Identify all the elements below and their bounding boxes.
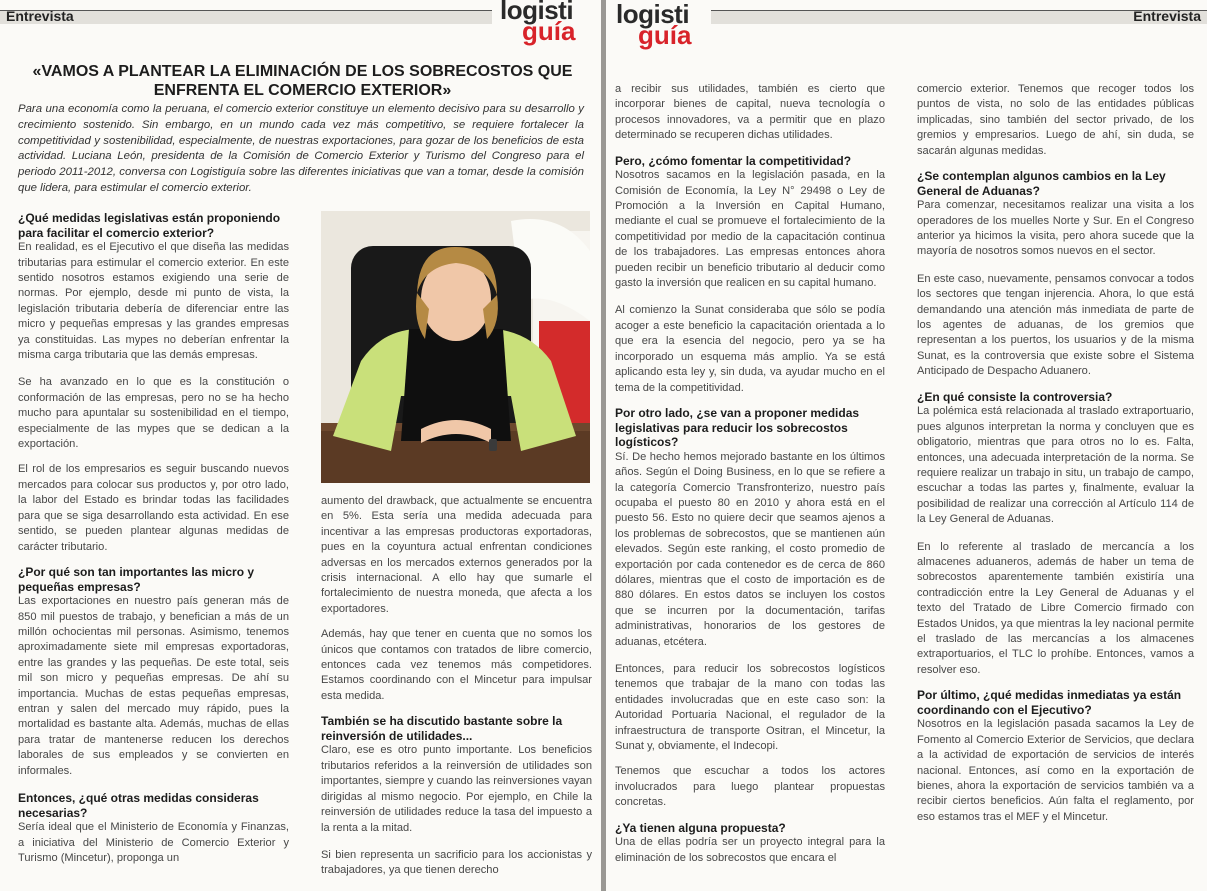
paragraph: En lo referente al traslado de mercancía a los almacenes aduaneros, además de haber un tema de sobrecostos aparentemente también existiría una contradicción entre la Ley General de Aduanas y el texto del Tratado de Libre Comercio firmado con Estados Unidos, ya que mientras la ley nacional permite el traslado de las mercancías a los almacenes extraportuarios, el TLC lo prohíbe. Entonces, vamos a resolver eso. (917, 540, 1194, 676)
logo-text-bottom: guía (638, 20, 692, 51)
paragraph: aumento del drawback, que actualmente se encuentra en 5%. Esta sería una medida adecuada para incentivar a las empresas productoras exportadoras, pues en la coyuntura actual enfrentan condiciones adversas en los mercados externos generados por la crisis internacional. A ello hay que sumarle el fortalecimiento de nuestra moneda, que afecta a los exportadores. (321, 495, 592, 615)
paragraph: En este caso, nuevamente, pensamos convocar a todos los sectores que tengan injerencia. Ahora, lo que está demandando una atención más inmediata de parte de los agentes de aduanas, de los gremios que representan a los puertos, los usuarios y de la misma Sunat, es la controversia que existe sobre el Sistema Anticipado de Despacho Aduanero. (917, 272, 1194, 378)
left-page (0, 0, 601, 891)
logo-text-top: logisti (616, 0, 690, 29)
answer: Para comenzar, necesitamos realizar una visita a los operadores de los muelles Norte y Sur. En el Congreso anterior ya hicimos la visita, pero ahora sucede que la mayoría de nosotros somos nuevos en el sector. (917, 199, 1194, 258)
paragraph: Entonces, para reducir los sobrecostos logísticos tenemos que trabajar de la mano con todas las entidades involucradas que en este caso son: la Autoridad Portuaria Nacional, el regulador de la infraestructura de transporte Ositran, el Mincetur, la Sunat y, obviamente, el Indecopi. (615, 662, 885, 752)
answer: En realidad, es el Ejecutivo el que diseña las medidas tributarias para estimular el comercio exterior. En este sentido nosotros estamos exigiendo una serie de normas. Por ejemplo, desde mi punto de vista, la legislación tributaria debería de diferenciar entre las micro y pequeñas empresas y las grandes empresas ya constituidas. Las mypes no deberían enfrentar la misma carga tributaria que las demás empresas. (18, 241, 289, 362)
question: ¿Qué medidas legislativas están proponiendo para facilitar el comercio exterior? (18, 211, 281, 240)
column-3 (615, 82, 885, 878)
column-1 (18, 211, 289, 878)
answer: Sería ideal que el Ministerio de Economía y Finanzas, a iniciativa del Ministerio de Comercio Exterior y Turismo (Mincetur), proponga un (18, 821, 289, 864)
answer: Claro, ese es otro punto importante. Los beneficios tributarios referidos a la reinversión de utilidades son importantes, siempre y cuando las reinversiones vayan dirigidas al mismo negocio. Por ejemplo, en Chile la reinversión de utilidades reduce la tasa del impuesto a la renta a la mitad. (321, 744, 592, 834)
question: Por otro lado, ¿se van a proponer medidas legislativas para reducir los sobrecostos logísticos? (615, 405, 860, 450)
question: Entonces, ¿qué otras medidas consideras necesarias? (18, 790, 259, 820)
paragraph: Tenemos que escuchar a todos los actores involucrados para luego plantear propuestas concretas. (615, 765, 885, 809)
paragraph: Además, hay que tener en cuenta que no somos los únicos que contamos con tratados de libre comercio, entonces cada vez tenemos más competidores. Estamos coordinando con el Mincetur para impulsar esta medida. (321, 628, 592, 702)
answer: Nosotros en la legislación pasada sacamos la Ley de Fomento al Comercio Exterior de Servicios, que declara a la actividad de exportación de servicios de interés nacional. Entonces, así como en la exportación de bienes, ahora la exportación de servicios también va a recibir ciertos beneficios. Aún falta el reglamento, por eso estamos tras el MEF y el Mincetur. (917, 718, 1194, 823)
paragraph: Se ha avanzado en lo que es la constitución o conformación de las empresas, pero no se ha hecho mucho para apuntalar su sostenibilidad en el tiempo, especialmente de las mypes que se dedican a la exportación. (18, 376, 289, 451)
question: ¿En qué consiste la controversia? (917, 389, 1113, 404)
question: ¿Por qué son tan importantes las micro y pequeñas empresas? (18, 564, 255, 594)
logo-text-bottom: guía (522, 16, 576, 47)
answer: Las exportaciones en nuestro país generan más de 850 mil puestos de trabajo, y benefician a más de un millón ochocientas mil personas. Asimismo, tenemos aproximadamente siete mil empresas exportadoras, entre las grandes y las pequeñas. De este total, seis mil son micro y pequeñas empresas. De ahí su importancia. Muchas de estas pequeñas empresas, entran y salen del mercado muy rápido, pues la mortalidad es bastante alta. Además, muchas de ellas para tratar de mantenerse reducen los derechos laborales de sus empleados y se convierten en informales. (18, 595, 289, 777)
article-title-line2: ENFRENTA EL COMERCIO EXTERIOR» (153, 82, 452, 99)
paragraph: a recibir sus utilidades, también es cierto que incorporar bienes de capital, nueva tecnología o procesos innovadores, va a permitir que en plazo determinado se recuperen dichas utilidades. (615, 83, 885, 142)
answer: Nosotros sacamos en la legislación pasada, en la Comisión de Economía, la Ley N° 29498 o Ley de Promoción a la Inversión en Capital Humano, mediante el cual se promueve el fortalecimiento de la competitividad por medio de la capacitación continua de los trabajadores. Las empresas entonces ahora pueden recibir un beneficio tributario al deducir como gasto la inversión que realicen en su capital humano. (615, 169, 885, 290)
question: ¿Se contemplan algunos cambios en la Ley General de Aduanas? (917, 169, 1166, 198)
answer: Una de ellas podría ser un proyecto integral para la eliminación de los sobrecostos que encara el (615, 836, 885, 864)
article-title-line1: «VAMOS A PLANTEAR LA ELIMINACIÓN DE LOS SOBRECOSTOS QUE (32, 63, 573, 80)
answer: Sí. De hecho hemos mejorado bastante en los últimos años. Según el Doing Business, en lo que se refiere a la categoría Comercio Transfronterizo, nuestro país ocupaba el puesto 80 en 2010 y ahora está en el puesto 56. Esto no quiere decir que seamos ajenos a los problemas de sobrecostos, que se mantienen aún elevados. Según este ranking, el costo promedio de exportación por cada contenedor es de cerca de 860 dólares, mientras que el costo de importación es de 880 dólares. En estos datos se incluyen los costos que se incurren por la documentación, tarifas administrativas, honorarios de los gestores de aduanas, etcétera. (615, 450, 885, 648)
logistiguia-logo (616, 0, 692, 51)
question: También se ha discutido bastante sobre la reinversión de utilidades... (321, 714, 563, 743)
section-label: Entrevista (6, 8, 74, 24)
answer: La polémica está relacionada al traslado extraportuario, pues algunos interpretan la norma y concluyen que es obligatorio, mientras que para otros no lo es. Falta, entonces, una adecuada interpretación de la norma. Se requiere realizar un trabajo in situ, un trabajo de campo, escuchar a todas las partes y, finalmente, evaluar la posibilidad de realizar una corrección al Artículo 114 de la Ley General de Aduanas. (917, 405, 1194, 526)
paragraph: Si bien representa un sacrificio para los accionistas y trabajadores, ya que tienen derecho (321, 848, 592, 877)
right-page (606, 0, 1207, 891)
question: ¿Ya tienen alguna propuesta? (615, 820, 786, 835)
question: Pero, ¿cómo fomentar la competitividad? (615, 153, 852, 168)
question: Por último, ¿qué medidas inmediatas ya están coordinando con el Ejecutivo? (917, 688, 1182, 717)
column-2 (321, 494, 592, 889)
logistiguia-logo (500, 0, 576, 47)
interviewee-photo (321, 211, 590, 483)
interviewee-photo-illustration (321, 211, 590, 483)
paragraph: comercio exterior. Tenemos que recoger todos los puntos de vista, no solo de las entidades públicas implicadas, sino también del sector privado, de los gremios y empresarios. Luego de ahí, sin duda, se sacarán algunas medidas. (917, 83, 1194, 157)
section-label: Entrevista (1133, 8, 1201, 24)
article-lead: Para una economía como la peruana, el comercio exterior constituye un elemento decisivo para su desarrollo y crecimiento sostenido. Sin embargo, en un mundo cada vez más competitivo, se requiere fortalecer la competitividad y sostenibilidad, especialmente, de nuestras exportaciones, para gozar de los beneficios de esta actividad. Luciana León, presidenta de la Comisión de Comercio Exterior y Turismo del Congreso para el periodo 2011-2012, conversa con Logistiguía sobre las diferentes iniciativas que van a tomar, desde la comisión que lidera, para estimular el comercio exterior. (18, 103, 584, 194)
column-4 (917, 82, 1194, 837)
logo-text-top: logisti (500, 0, 574, 25)
paragraph: Al comienzo la Sunat consideraba que sólo se podía acoger a este beneficio la capacitación orientada a lo que era la esencia del negocio, pero ya se ha incorporado un esquema más amplio. Ya se está aplicando esta ley y, sin duda, va ayudar mucho en el tema de la competitividad. (615, 304, 885, 394)
article-title (30, 62, 575, 100)
paragraph: El rol de los empresarios es seguir buscando nuevos mercados para colocar sus productos y, por otro lado, la labor del Estado es brindar todas las facilidades para que se siga desarrollando esta actividad. En ese sentido, se pueden plantear algunas medidas de carácter tributario. (18, 463, 289, 553)
